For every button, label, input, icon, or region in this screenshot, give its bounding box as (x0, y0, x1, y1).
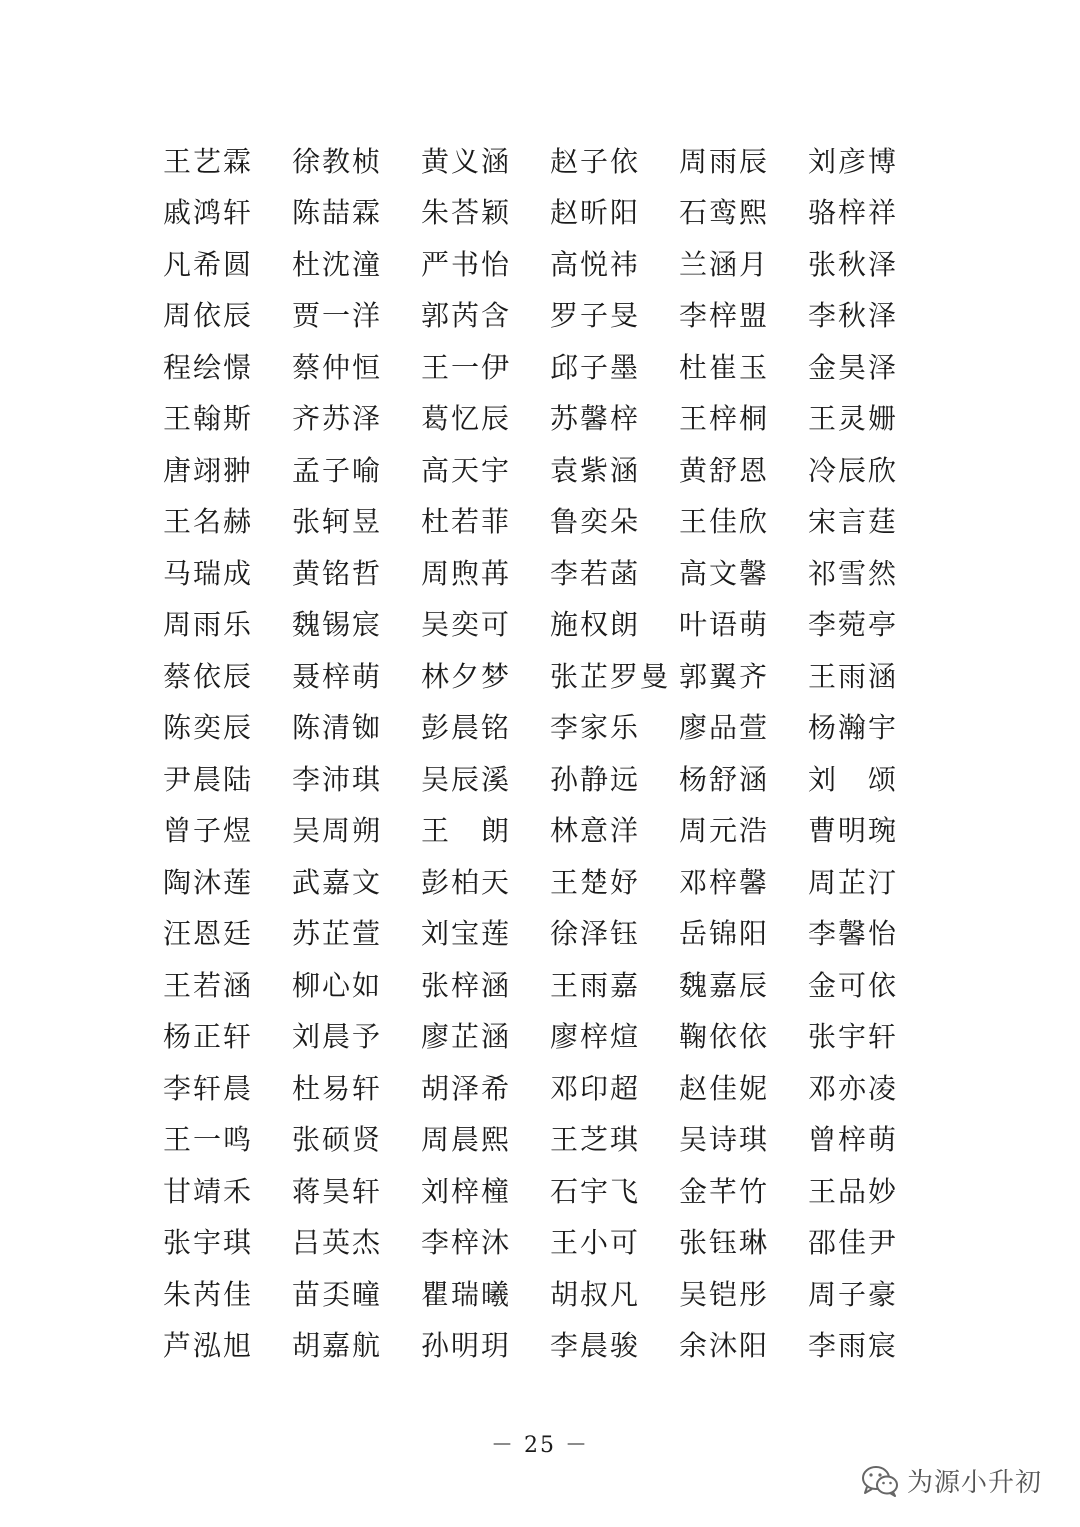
name-cell: 金昊泽 (808, 350, 899, 384)
name-cell: 朱芮佳 (163, 1277, 254, 1311)
name-cell: 周晨熙 (421, 1123, 512, 1157)
name-cell: 孟子喻 (292, 453, 383, 487)
name-cell: 王艺霖 (163, 144, 254, 178)
name-cell: 张钰琳 (679, 1226, 770, 1260)
name-cell: 张轲昱 (292, 505, 383, 539)
name-cell: 祁雪然 (808, 556, 899, 590)
name-cell: 王芝琪 (550, 1123, 641, 1157)
name-cell: 徐泽钰 (550, 917, 641, 951)
name-cell: 张宇琪 (163, 1226, 254, 1260)
name-cell: 金可依 (808, 968, 899, 1002)
name-cell: 葛忆辰 (421, 402, 512, 436)
name-cell: 王名赫 (163, 505, 254, 539)
names-grid (163, 136, 943, 1372)
name-cell: 曹明琬 (808, 814, 899, 848)
name-cell: 程绘憬 (163, 350, 254, 384)
name-cell: 黄舒恩 (679, 453, 770, 487)
name-cell: 周依辰 (163, 299, 254, 333)
name-cell: 吴铠彤 (679, 1277, 770, 1311)
name-cell: 陈清铷 (292, 711, 383, 745)
name-cell: 柳心如 (292, 968, 383, 1002)
name-cell: 张梓涵 (421, 968, 512, 1002)
name-cell: 吴诗琪 (679, 1123, 770, 1157)
name-cell: 武嘉文 (292, 865, 383, 899)
name-cell: 胡叔凡 (550, 1277, 641, 1311)
name-cell: 张芷罗曼 (550, 659, 671, 693)
name-cell: 陈喆霖 (292, 196, 383, 230)
name-cell: 黄铭哲 (292, 556, 383, 590)
name-cell: 余沐阳 (679, 1329, 770, 1363)
name-cell: 唐翊翀 (163, 453, 254, 487)
name-cell: 金芊竹 (679, 1174, 770, 1208)
name-cell: 王翰斯 (163, 402, 254, 436)
name-cell: 孙静远 (550, 762, 641, 796)
name-cell: 邓梓馨 (679, 865, 770, 899)
name-cell: 朱荅颖 (421, 196, 512, 230)
name-cell: 吕英杰 (292, 1226, 383, 1260)
name-cell: 吴奕可 (421, 608, 512, 642)
name-cell: 刘晨予 (292, 1020, 383, 1054)
name-cell: 杨瀚宇 (808, 711, 899, 745)
name-cell: 李馨怡 (808, 917, 899, 951)
name-cell: 彭晨铭 (421, 711, 512, 745)
name-cell: 廖梓煊 (550, 1020, 641, 1054)
name-cell: 邱子墨 (550, 350, 641, 384)
name-cell: 李晨骏 (550, 1329, 641, 1363)
name-cell: 石鸾熙 (679, 196, 770, 230)
name-cell: 李沛琪 (292, 762, 383, 796)
name-cell: 石宇飞 (550, 1174, 641, 1208)
name-cell: 周煦苒 (421, 556, 512, 590)
page-number: － 25 － (491, 1433, 589, 1458)
name-cell: 李轩晨 (163, 1071, 254, 1105)
name-cell: 齐苏泽 (292, 402, 383, 436)
name-cell: 杨正轩 (163, 1020, 254, 1054)
name-cell: 李梓盟 (679, 299, 770, 333)
name-cell: 李菀亭 (808, 608, 899, 642)
name-cell: 叶语萌 (679, 608, 770, 642)
name-cell: 赵子依 (550, 144, 641, 178)
name-cell: 蒋昊轩 (292, 1174, 383, 1208)
name-cell: 凡希圆 (163, 247, 254, 281)
name-cell: 周芷汀 (808, 865, 899, 899)
name-cell: 聂梓萌 (292, 659, 383, 693)
name-cell: 鞠依依 (679, 1020, 770, 1054)
name-cell: 李家乐 (550, 711, 641, 745)
name-cell: 杜崔玉 (679, 350, 770, 384)
name-cell: 兰涵月 (679, 247, 770, 281)
name-cell: 张硕贤 (292, 1123, 383, 1157)
name-cell: 赵昕阳 (550, 196, 641, 230)
name-cell: 林意洋 (550, 814, 641, 848)
name-cell: 严书怡 (421, 247, 512, 281)
name-cell: 王雨涵 (808, 659, 899, 693)
name-cell: 苏芷萱 (292, 917, 383, 951)
name-cell: 周雨辰 (679, 144, 770, 178)
name-cell: 苗奀曈 (292, 1277, 383, 1311)
name-cell: 刘梓橦 (421, 1174, 512, 1208)
name-cell: 周子豪 (808, 1277, 899, 1311)
name-cell: 邓亦凌 (808, 1071, 899, 1105)
name-cell: 李梓沐 (421, 1226, 512, 1260)
name-cell: 李若菡 (550, 556, 641, 590)
name-cell: 王品妙 (808, 1174, 899, 1208)
name-cell: 杜若菲 (421, 505, 512, 539)
name-cell: 岳锦阳 (679, 917, 770, 951)
name-cell: 周雨乐 (163, 608, 254, 642)
name-cell: 刘彦博 (808, 144, 899, 178)
name-cell: 杜易轩 (292, 1071, 383, 1105)
name-cell: 郭芮含 (421, 299, 512, 333)
name-cell: 王雨嘉 (550, 968, 641, 1002)
name-cell: 魏锡宸 (292, 608, 383, 642)
name-cell: 胡嘉航 (292, 1329, 383, 1363)
name-cell: 周元浩 (679, 814, 770, 848)
name-cell: 罗子旻 (550, 299, 641, 333)
name-cell: 廖芷涵 (421, 1020, 512, 1054)
name-cell: 李秋泽 (808, 299, 899, 333)
name-cell: 甘靖禾 (163, 1174, 254, 1208)
name-cell: 戚鸿轩 (163, 196, 254, 230)
name-cell: 陶沐莲 (163, 865, 254, 899)
name-cell: 王一鸣 (163, 1123, 254, 1157)
name-cell: 胡泽希 (421, 1071, 512, 1105)
name-cell: 苏馨梓 (550, 402, 641, 436)
name-cell: 蔡仲恒 (292, 350, 383, 384)
name-cell: 王一伊 (421, 350, 512, 384)
name-cell: 张秋泽 (808, 247, 899, 281)
name-cell: 宋言莛 (808, 505, 899, 539)
name-cell: 林夕梦 (421, 659, 512, 693)
name-cell: 贾一洋 (292, 299, 383, 333)
name-cell: 王 朗 (421, 814, 512, 848)
name-cell: 彭柏天 (421, 865, 512, 899)
name-cell: 李雨宸 (808, 1329, 899, 1363)
name-cell: 吴辰溪 (421, 762, 512, 796)
name-cell: 杨舒涵 (679, 762, 770, 796)
name-cell: 孙明玥 (421, 1329, 512, 1363)
name-cell: 尹晨陆 (163, 762, 254, 796)
name-cell: 王灵姗 (808, 402, 899, 436)
name-cell: 徐教桢 (292, 144, 383, 178)
name-cell: 刘宝莲 (421, 917, 512, 951)
name-cell: 袁紫涵 (550, 453, 641, 487)
name-cell: 骆梓祥 (808, 196, 899, 230)
name-cell: 高悦祎 (550, 247, 641, 281)
name-cell: 蔡依辰 (163, 659, 254, 693)
watermark (861, 1462, 1042, 1499)
name-cell: 赵佳妮 (679, 1071, 770, 1105)
name-cell: 高文馨 (679, 556, 770, 590)
name-cell: 黄义涵 (421, 144, 512, 178)
name-cell: 刘 颂 (808, 762, 899, 796)
name-cell: 汪恩廷 (163, 917, 254, 951)
name-cell: 杜沈潼 (292, 247, 383, 281)
name-cell: 郭翼齐 (679, 659, 770, 693)
name-cell: 陈奕辰 (163, 711, 254, 745)
name-cell: 瞿瑞曦 (421, 1277, 512, 1311)
name-cell: 吴周朔 (292, 814, 383, 848)
name-cell: 张宇轩 (808, 1020, 899, 1054)
name-cell: 王楚妤 (550, 865, 641, 899)
name-cell: 芦泓旭 (163, 1329, 254, 1363)
watermark-text: 为源小升初 (906, 1468, 1042, 1498)
name-cell: 鲁奕朵 (550, 505, 641, 539)
name-cell: 王小可 (550, 1226, 641, 1260)
name-cell: 魏嘉辰 (679, 968, 770, 1002)
name-cell: 邵佳尹 (808, 1226, 899, 1260)
name-cell: 曾子煜 (163, 814, 254, 848)
name-cell: 高天宇 (421, 453, 512, 487)
wechat-icon (861, 1465, 899, 1497)
name-cell: 王梓桐 (679, 402, 770, 436)
name-cell: 邓印超 (550, 1071, 641, 1105)
name-cell: 曾梓萌 (808, 1123, 899, 1157)
name-cell: 冷辰欣 (808, 453, 899, 487)
name-cell: 王佳欣 (679, 505, 770, 539)
name-cell: 廖品萱 (679, 711, 770, 745)
name-cell: 王若涵 (163, 968, 254, 1002)
name-cell: 施权朗 (550, 608, 641, 642)
name-cell: 马瑞成 (163, 556, 254, 590)
